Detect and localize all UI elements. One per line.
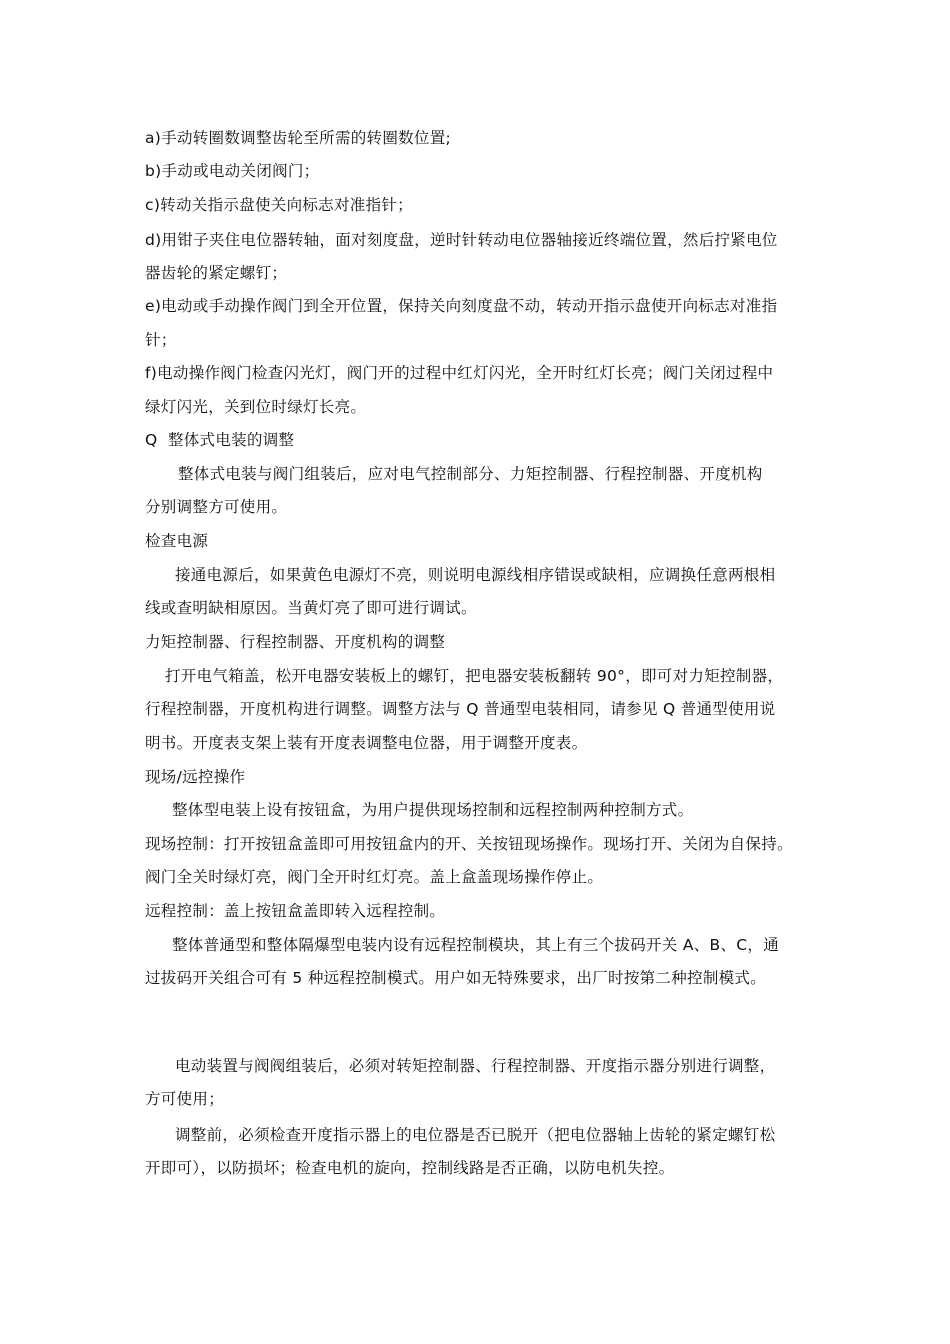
- step-d-line-1: d)用钳子夹住电位器转轴，面对刻度盘，逆时针转动电位器轴接近终端位置，然后拧紧电位: [145, 231, 778, 249]
- paragraph-assembly-line-2: 方可使用；: [145, 1090, 225, 1108]
- step-a: a)手动转圈数调整齿轮至所需的转圈数位置;: [145, 129, 452, 147]
- step-e-line-1: e)电动或手动操作阀门到全开位置，保持关向刻度盘不动，转动开指示盘使开向标志对准指: [145, 297, 778, 315]
- paragraph-local-line-1: 现场控制：打开按钮盒盖即可用按钮盒内的开、关按钮现场操作。现场打开、关闭为自保持。: [145, 835, 793, 853]
- subheading-local-remote: 现场/远控操作: [145, 768, 246, 786]
- subheading-check-power: 检查电源: [145, 532, 209, 550]
- step-f-line-2: 绿灯闪光，关到位时绿灯长亮。: [145, 398, 367, 416]
- paragraph-precheck-line-1: 调整前，必须检查开度指示器上的电位器是否已脱开（把电位器轴上齿轮的紧定螺钉松: [175, 1126, 776, 1144]
- step-c: c)转动关指示盘使关向标志对准指针；: [145, 196, 413, 214]
- step-f-line-1: f)电动操作阀门检查闪光灯，阀门开的过程中红灯闪光，全开时红灯长亮；阀门关闭过程中: [145, 364, 774, 382]
- paragraph-buttonbox: 整体型电装上设有按钮盒，为用户提供现场控制和远程控制两种控制方式。: [172, 801, 694, 819]
- paragraph-precheck-line-2: 开即可），以防损坏；检查电机的旋向，控制线路是否正确，以防电机失控。: [145, 1159, 675, 1177]
- paragraph-local-line-2: 阀门全关时绿灯亮，阀门全开时红灯亮。盖上盒盖现场操作停止。: [145, 868, 604, 886]
- paragraph-module-line-2: 过拔码开关组合可有 5 种远程控制模式。用户如无特殊要求，出厂时按第二种控制模式。: [145, 969, 767, 987]
- paragraph-adjust-line-2: 行程控制器，开度机构进行调整。调整方法与 Q 普通型电装相同，请参见 Q 普通型使用说: [145, 700, 776, 718]
- paragraph-assembly-line-1: 电动装置与阀阀组装后，必须对转矩控制器、行程控制器、开度指示器分别进行调整，: [175, 1057, 776, 1075]
- section-heading-integral: Q 整体式电装的调整: [145, 431, 295, 449]
- paragraph-adjust-line-3: 明书。开度表支架上装有开度表调整电位器，用于调整开度表。: [145, 734, 588, 752]
- paragraph-module-line-1: 整体普通型和整体隔爆型电装内设有远程控制模块，其上有三个拔码开关 A、B、C，通: [172, 936, 779, 954]
- step-e-line-2: 针；: [145, 331, 177, 349]
- paragraph-adjust-line-1: 打开电气箱盖，松开电器安装板上的螺钉，把电器安装板翻转 90°，即可对力矩控制器，: [165, 667, 784, 685]
- paragraph-integral-line-1: 整体式电装与阀门组装后，应对电气控制部分、力矩控制器、行程控制器、开度机构: [178, 465, 763, 483]
- step-b: b)手动或电动关闭阀门；: [145, 162, 320, 180]
- step-d-line-2: 器齿轮的紧定螺钉；: [145, 264, 288, 282]
- paragraph-power-line-1: 接通电源后，如果黄色电源灯不亮，则说明电源线相序错误或缺相，应调换任意两根相: [175, 566, 776, 584]
- subheading-adjustment: 力矩控制器、行程控制器、开度机构的调整: [145, 633, 446, 651]
- paragraph-power-line-2: 线或查明缺相原因。当黄灯亮了即可进行调试。: [145, 599, 477, 617]
- paragraph-integral-line-2: 分别调整方可使用。: [145, 498, 288, 516]
- paragraph-remote: 远程控制：盖上按钮盒盖即转入远程控制。: [145, 902, 446, 920]
